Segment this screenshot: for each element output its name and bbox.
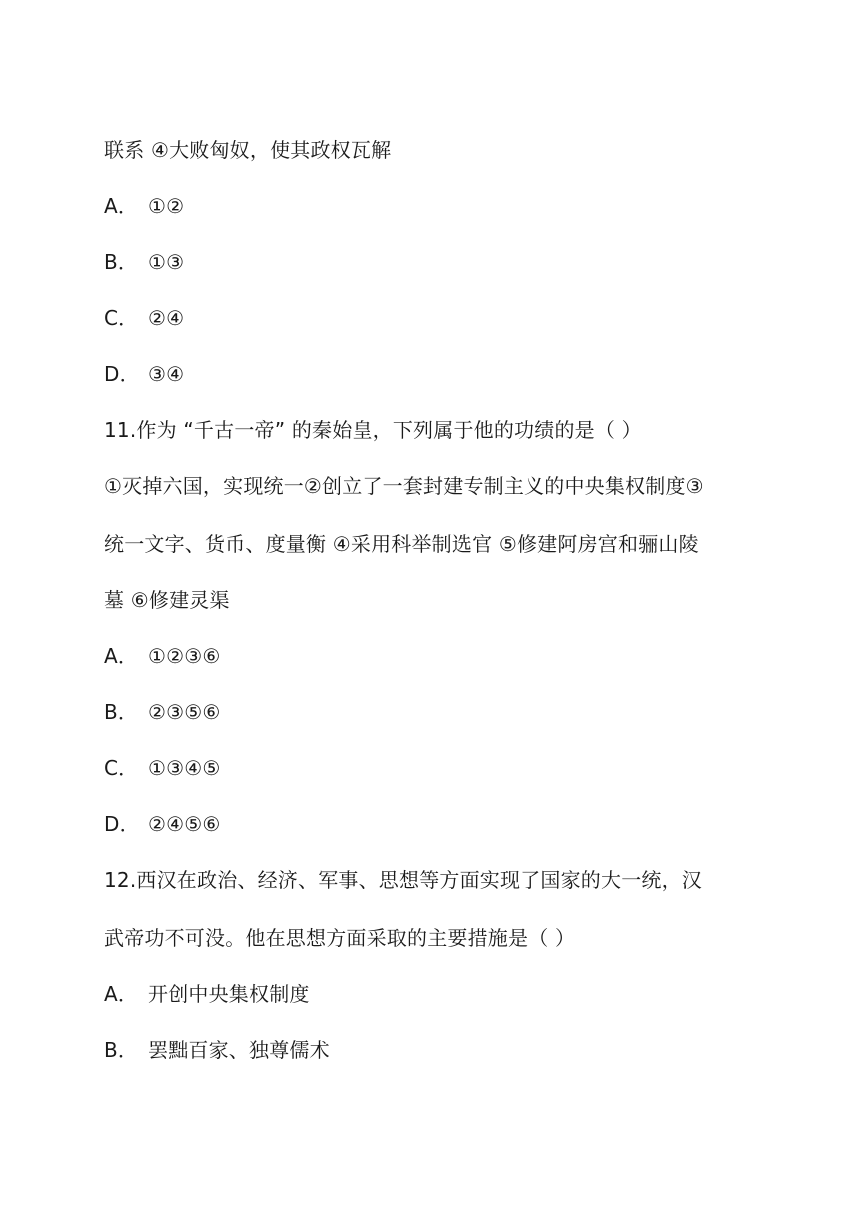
option-text: ①② — [148, 194, 185, 218]
q11-items-line-2: 统一文字、货币、度量衡 ④采用科举制选官 ⑤修建阿房宫和骊山陵 — [104, 532, 699, 556]
option-text: 开创中央集权制度 — [148, 982, 310, 1006]
option-letter: C． — [104, 306, 139, 330]
option-letter: A． — [104, 982, 139, 1006]
q10-option-c[interactable] — [104, 304, 764, 332]
q12-stem-line-2: 武帝功不可没。他在思想方面采取的主要措施是（ ） — [104, 926, 576, 950]
q11-option-a[interactable] — [104, 642, 764, 670]
option-letter: D． — [104, 812, 140, 836]
q11-items-line-1: ①灭掉六国，实现统一②创立了一套封建专制主义的中央集权制度③ — [104, 474, 704, 498]
q10-option-a[interactable] — [104, 192, 764, 220]
option-text: ①②③⑥ — [148, 644, 221, 668]
option-text: ②④⑤⑥ — [148, 812, 221, 836]
option-letter: A． — [104, 194, 139, 218]
q11-option-d[interactable] — [104, 810, 764, 838]
q11-stem: 11.作为 “千古一帝” 的秦始皇，下列属于他的功绩的是（ ） — [104, 418, 642, 442]
option-text: ③④ — [148, 362, 185, 386]
option-text: ①③ — [148, 250, 185, 274]
option-text: ①③④⑤ — [148, 756, 221, 780]
option-text: ②③⑤⑥ — [148, 700, 221, 724]
q10-option-d[interactable] — [104, 360, 764, 388]
option-letter: C． — [104, 756, 139, 780]
option-letter: D． — [104, 362, 140, 386]
option-letter: B． — [104, 700, 139, 724]
q12-option-a[interactable] — [104, 980, 764, 1008]
q11-items-line-3: 墓 ⑥修建灵渠 — [104, 588, 230, 612]
option-letter: A． — [104, 644, 139, 668]
q11-option-b[interactable] — [104, 698, 764, 726]
q12-stem-line-1: 12.西汉在政治、经济、军事、思想等方面实现了国家的大一统，汉 — [104, 868, 703, 892]
q12-option-b[interactable] — [104, 1036, 764, 1064]
q10-option-b[interactable] — [104, 248, 764, 276]
q10-stem-tail: 联系 ④大败匈奴，使其政权瓦解 — [104, 138, 392, 162]
option-text: 罢黜百家、独尊儒术 — [148, 1038, 330, 1062]
option-text: ②④ — [148, 306, 185, 330]
option-letter: B． — [104, 250, 139, 274]
option-letter: B． — [104, 1038, 139, 1062]
q11-option-c[interactable] — [104, 754, 764, 782]
